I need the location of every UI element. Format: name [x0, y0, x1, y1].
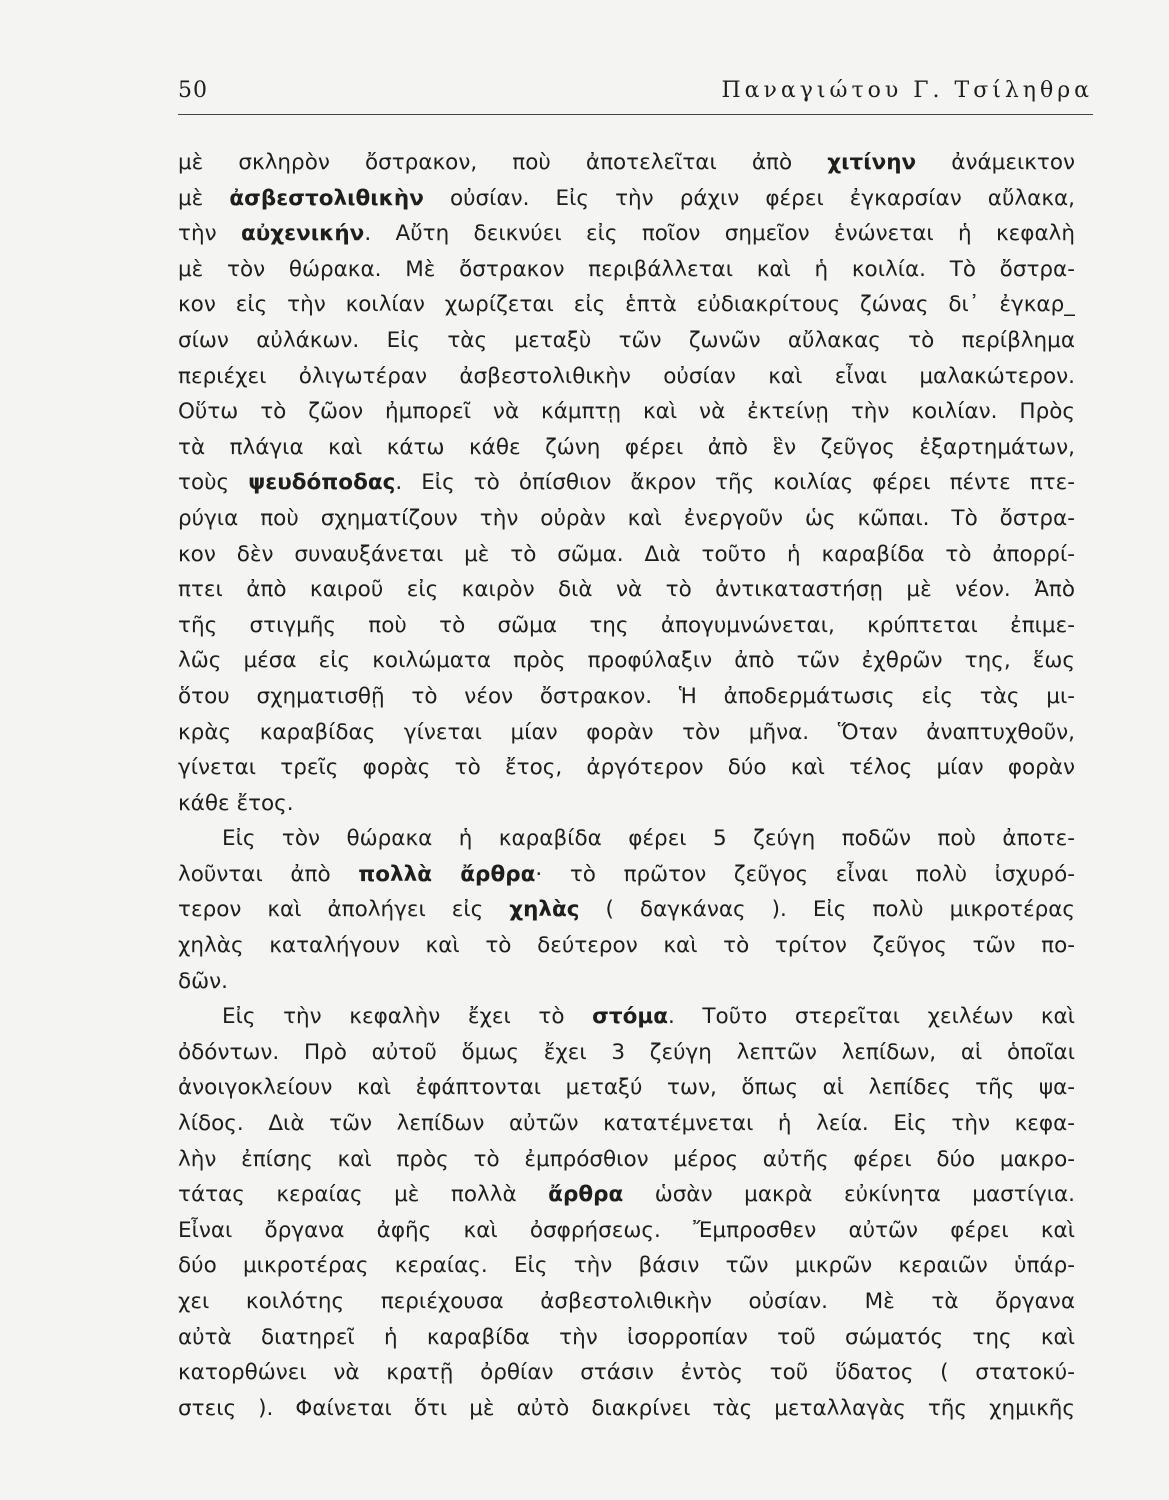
bold-term: ἀσβεστολιθικὴν [229, 185, 424, 211]
text-line: λὴν ἐπίσης καὶ πρὸς τὸ ἐμπρόσθιον μέρος αὐτῆς φέρει δύο μακρο- [178, 1146, 1075, 1172]
text-line: περιέχει ὀλιγωτέραν ἀσβεστολιθικὴν οὐσίαν καὶ εἶναι μαλακώτερον. [178, 363, 1075, 389]
text-line: λοῦνται ἀπὸ πολλὰ ἄρθρα· τὸ πρῶτον ζεῦγος εἶναι πολὺ ἰσχυρό- [178, 861, 1075, 887]
text-line: χηλὰς καταλήγουν καὶ τὸ δεύτερον καὶ τὸ τρίτον ζεῦγος τῶν πο- [178, 933, 1075, 959]
text-line: τῆς στιγμῆς ποὺ τὸ σῶμα της ἀπογυμνώνεται, κρύπτεται ἐπιμε- [178, 612, 1075, 638]
text-line: κατορθώνει νὰ κρατῇ ὀρθίαν στάσιν ἐντὸς τοῦ ὕδατος ( στατοκύ- [178, 1360, 1075, 1386]
text-line: μὲ σκληρὸν ὄστρακον, ποὺ ἀποτελεῖται ἀπὸ χιτίνην ἀνάμεικτον [178, 150, 1075, 175]
bold-term: στόμα [592, 1004, 668, 1030]
text-line: δῶν. [178, 968, 229, 994]
text-line: δύο μικροτέρας κεραίας. Εἰς τὴν βάσιν τῶν μικρῶν κεραιῶν ὑπάρ- [178, 1253, 1075, 1279]
text-line: κον δὲν συναυξάνεται μὲ τὸ σῶμα. Διὰ τοῦτο ἡ καραβίδα τὸ ἀπορρί- [178, 541, 1075, 567]
running-head: Παναγιώτου Γ. Τσίληθρα [721, 78, 1093, 103]
text-line: τὴν αὐχενικήν. Αὔτη δεικνύει εἰς ποῖον σημεῖον ἑνώνεται ἡ κεφαλὴ [178, 221, 1075, 247]
text-line: Εἶναι ὄργανα ἀφῆς καὶ ὀσφρήσεως. Ἔμπροσθεν αὐτῶν φέρει καὶ [178, 1217, 1075, 1243]
body-text [178, 145, 1075, 1426]
text-line: πτει ἀπὸ καιροῦ εἰς καιρὸν διὰ νὰ τὸ ἀντικαταστήσῃ μὲ νέον. Ἀπὸ [178, 577, 1075, 603]
text-line: σίων αὐλάκων. Εἰς τὰς μεταξὺ τῶν ζωνῶν αὔλακας τὸ περίβλημα [178, 327, 1075, 353]
text-line: χει κοιλότης περιέχουσα ἀσβεστολιθικὴν οὐσίαν. Μὲ τὰ ὄργανα [178, 1289, 1075, 1314]
text-line: γίνεται τρεῖς φορὰς τὸ ἔτος, ἀργότερον δύο καὶ τέλος μίαν φορὰν [178, 755, 1075, 781]
text-line: κάθε ἔτος. [178, 790, 294, 816]
text-line: ὅτου σχηματισθῇ τὸ νέον ὄστρακον. Ἡ ἀποδερμάτωσις εἰς τὰς μι- [178, 683, 1075, 709]
text-line: ὀδόντων. Πρὸ αὐτοῦ ὅμως ἔχει 3 ζεύγη λεπτῶν λεπίδων, αἱ ὁποῖαι [178, 1039, 1075, 1065]
bold-term: αὐχενικήν [240, 221, 365, 247]
text-line: κον εἰς τὴν κοιλίαν χωρίζεται εἰς ἑπτὰ εὐδιακρίτους ζώνας δι᾽ ἐγκαρ_ [178, 292, 1075, 318]
text-line: Εἰς τὴν κεφαλὴν ἔχει τὸ στόμα. Τοῦτο στερεῖται χειλέων καὶ [222, 1004, 1075, 1030]
text-line: κρὰς καραβίδας γίνεται μίαν φορὰν τὸν μῆνα. Ὅταν ἀναπτυχθοῦν, [178, 719, 1075, 745]
text-line: Οὕτω τὸ ζῶον ἠμπορεῖ νὰ κάμπτῃ καὶ νὰ ἐκτείνῃ τὴν κοιλίαν. Πρὸς [178, 399, 1075, 425]
bold-term: ἄρθρα [548, 1182, 624, 1208]
text-line: ἀνοιγοκλείουν καὶ ἐφάπτονται μεταξύ των, ὅπως αἱ λεπίδες τῆς ψα- [178, 1075, 1075, 1101]
bold-term: χιτίνην [827, 150, 917, 175]
page-header [178, 78, 1093, 110]
text-line: τοὺς ψευδόποδας. Εἰς τὸ ὀπίσθιον ἄκρον τῆς κοιλίας φέρει πέντε πτε- [178, 470, 1075, 496]
text-line: μὲ ἀσβεστολιθικὴν οὐσίαν. Εἰς τὴν ράχιν φέρει ἐγκαρσίαν αὔλακα, [178, 185, 1075, 211]
header-rule [178, 114, 1093, 115]
text-line: στεις ). Φαίνεται ὅτι μὲ αὐτὸ διακρίνει τὰς μεταλλαγὰς τῆς χημικῆς [178, 1395, 1075, 1421]
page-number: 50 [178, 78, 208, 103]
text-line: λίδος. Διὰ τῶν λεπίδων αὐτῶν κατατέμνεται ἡ λεία. Εἰς τὴν κεφα- [178, 1111, 1075, 1137]
bold-term: πολλὰ ἄρθρα [358, 861, 536, 887]
bold-term: ψευδόποδας [248, 470, 396, 496]
text-line: λῶς μέσα εἰς κοιλώματα πρὸς προφύλαξιν ἀπὸ τῶν ἐχθρῶν της, ἕως [178, 648, 1075, 674]
text-line: Εἰς τὸν θώρακα ἡ καραβίδα φέρει 5 ζεύγη ποδῶν ποὺ ἀποτε- [222, 826, 1075, 852]
text-line: ρύγια ποὺ σχηματίζουν τὴν οὐρὰν καὶ ἐνεργοῦν ὡς κῶπαι. Τὸ ὄστρα- [178, 505, 1075, 531]
text-line: μὲ τὸν θώρακα. Μὲ ὄστρακον περιβάλλεται καὶ ἡ κοιλία. Τὸ ὄστρα- [178, 256, 1075, 282]
bold-term: χηλὰς [509, 897, 580, 923]
text-line: αὐτὰ διατηρεῖ ἡ καραβίδα τὴν ἰσορροπίαν τοῦ σώματός της καὶ [178, 1324, 1075, 1350]
text-line: τερον καὶ ἀπολήγει εἰς χηλὰς ( δαγκάνας ). Εἰς πολὺ μικροτέρας [178, 897, 1075, 923]
text-line: τὰ πλάγια καὶ κάτω κάθε ζώνη φέρει ἀπὸ ἓν ζεῦγος ἐξαρτημάτων, [178, 434, 1075, 460]
text-line: τάτας κεραίας μὲ πολλὰ ἄρθρα ὡσὰν μακρὰ εὐκίνητα μαστίγια. [178, 1182, 1075, 1208]
